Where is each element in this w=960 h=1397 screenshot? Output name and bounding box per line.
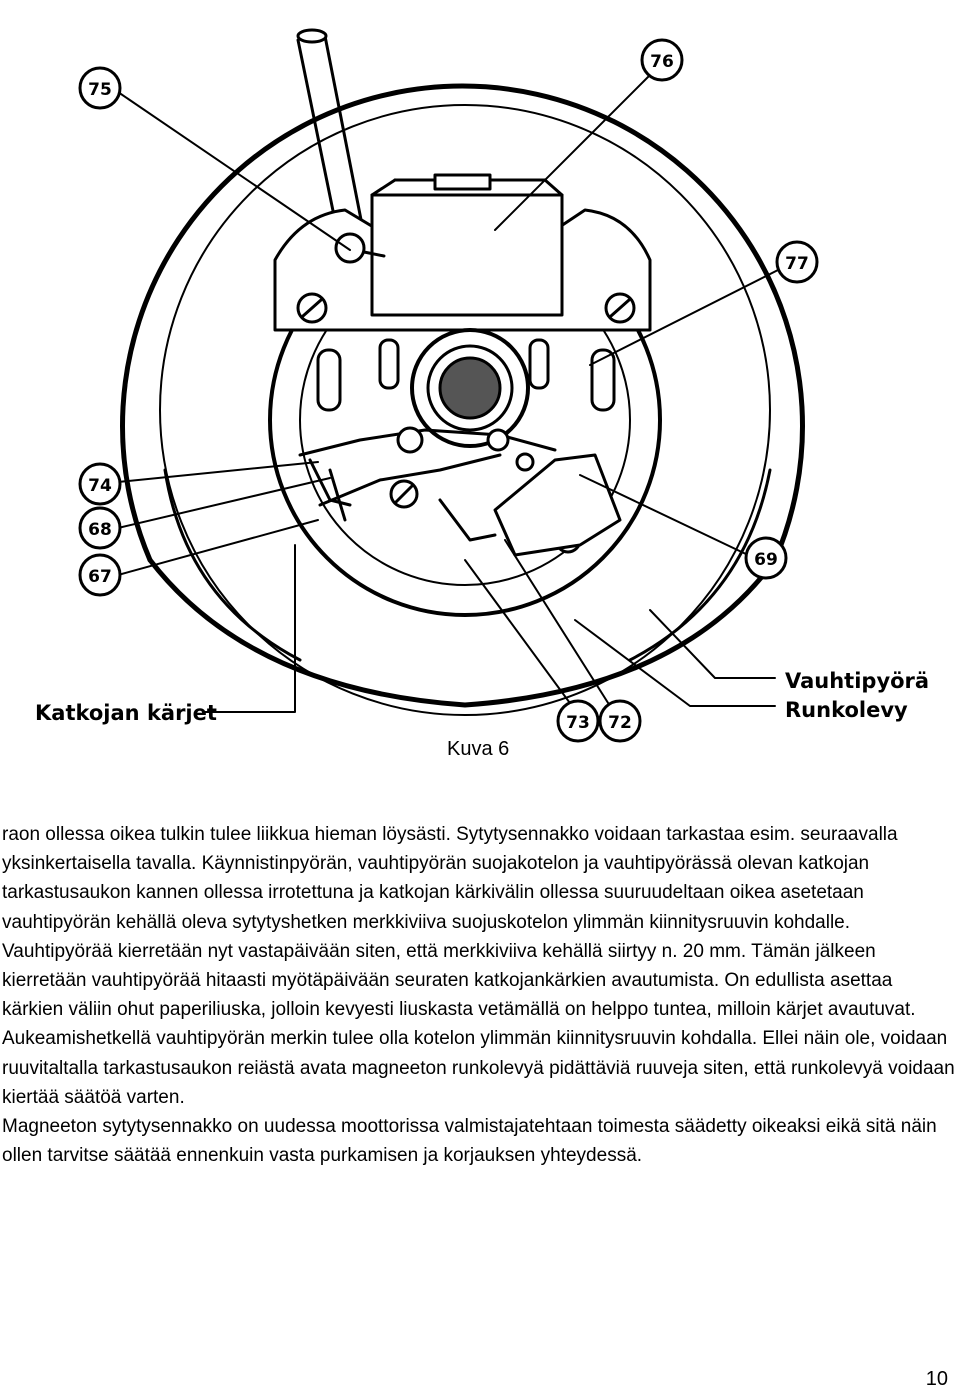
svg-text:67: 67 bbox=[88, 567, 112, 587]
callout-74 bbox=[80, 464, 120, 504]
svg-text:73: 73 bbox=[566, 713, 590, 733]
paragraph: Magneeton sytytysennakko on uudessa moottorissa valmistajatehtaan toimesta säädetty oikeaksi eikä sitä näin ollen tarvitse säätää ennenkuin vasta purkamisen ja korjauksen yhteydessä. bbox=[2, 1116, 937, 1167]
svg-text:75: 75 bbox=[88, 80, 112, 100]
callout-77 bbox=[777, 242, 817, 282]
callout-69 bbox=[746, 538, 786, 578]
label-base-plate: Runkolevy bbox=[785, 698, 908, 722]
hub bbox=[412, 330, 528, 446]
label-breaker-points: Katkojan kärjet bbox=[35, 701, 217, 725]
callout-76 bbox=[642, 40, 682, 80]
body-text bbox=[2, 820, 957, 1170]
svg-text:76: 76 bbox=[650, 52, 674, 72]
svg-text:68: 68 bbox=[88, 520, 112, 540]
callout-73 bbox=[558, 701, 598, 741]
callout-72 bbox=[600, 701, 640, 741]
ignition-coil bbox=[372, 175, 562, 315]
svg-text:77: 77 bbox=[785, 254, 809, 274]
callout-67 bbox=[80, 555, 120, 595]
callout-68 bbox=[80, 508, 120, 548]
svg-text:69: 69 bbox=[754, 550, 778, 570]
figure-caption: Kuva 6 bbox=[447, 738, 510, 760]
svg-text:74: 74 bbox=[88, 476, 112, 496]
callout-75 bbox=[80, 68, 120, 108]
page-number: 10 bbox=[925, 1368, 948, 1390]
paragraph: raon ollessa oikea tulkin tulee liikkua hieman löysästi. Sytytysennakko voidaan tarkastaa esim. seuraavalla yksinkertaisella tavalla. Käynnistinpyörän, vauhtipyörän suojakotelon ja vauhtipyörässä olevan katkojan tarkastusaukon kannen ollessa irrotettuna ja katkojan kärkivälin ollessa suuruudeltaan oikea asetetaan vauhtipyörän kehällä oleva sytytyshetken merkkiviiva suojuskotelon ylimmän kiinnitysruuvin kohdalle. Vauhtipyörää kierretään nyt vastapäivään siten, että merkkiviiva kehällä siirtyy n. 20 mm. Tämän jälkeen kierretään vauhtipyörää hitaasti myötäpäivään seuraten katkojankärkien avautumista. On edullista asettaa kärkien väliin ohut paperiliuska, jolloin kevyesti liuskasta vetämällä on helppo tuntea, milloin kärjet avautuvat. Aukeamishetkellä vauhtipyörän merkin tulee olla kotelon ylimmän kiinnitysruuvin kohdalla. Ellei näin ole, voidaan ruuvitaltalla tarkastusaukon reiästä avata magneeton runkolevyä pidättäviä ruuveja siten, että runkolevyä voidaan kiertää säätöä varten. bbox=[2, 824, 955, 1108]
svg-text:72: 72 bbox=[608, 713, 632, 733]
label-flywheel: Vauhtipyörä bbox=[785, 669, 930, 693]
